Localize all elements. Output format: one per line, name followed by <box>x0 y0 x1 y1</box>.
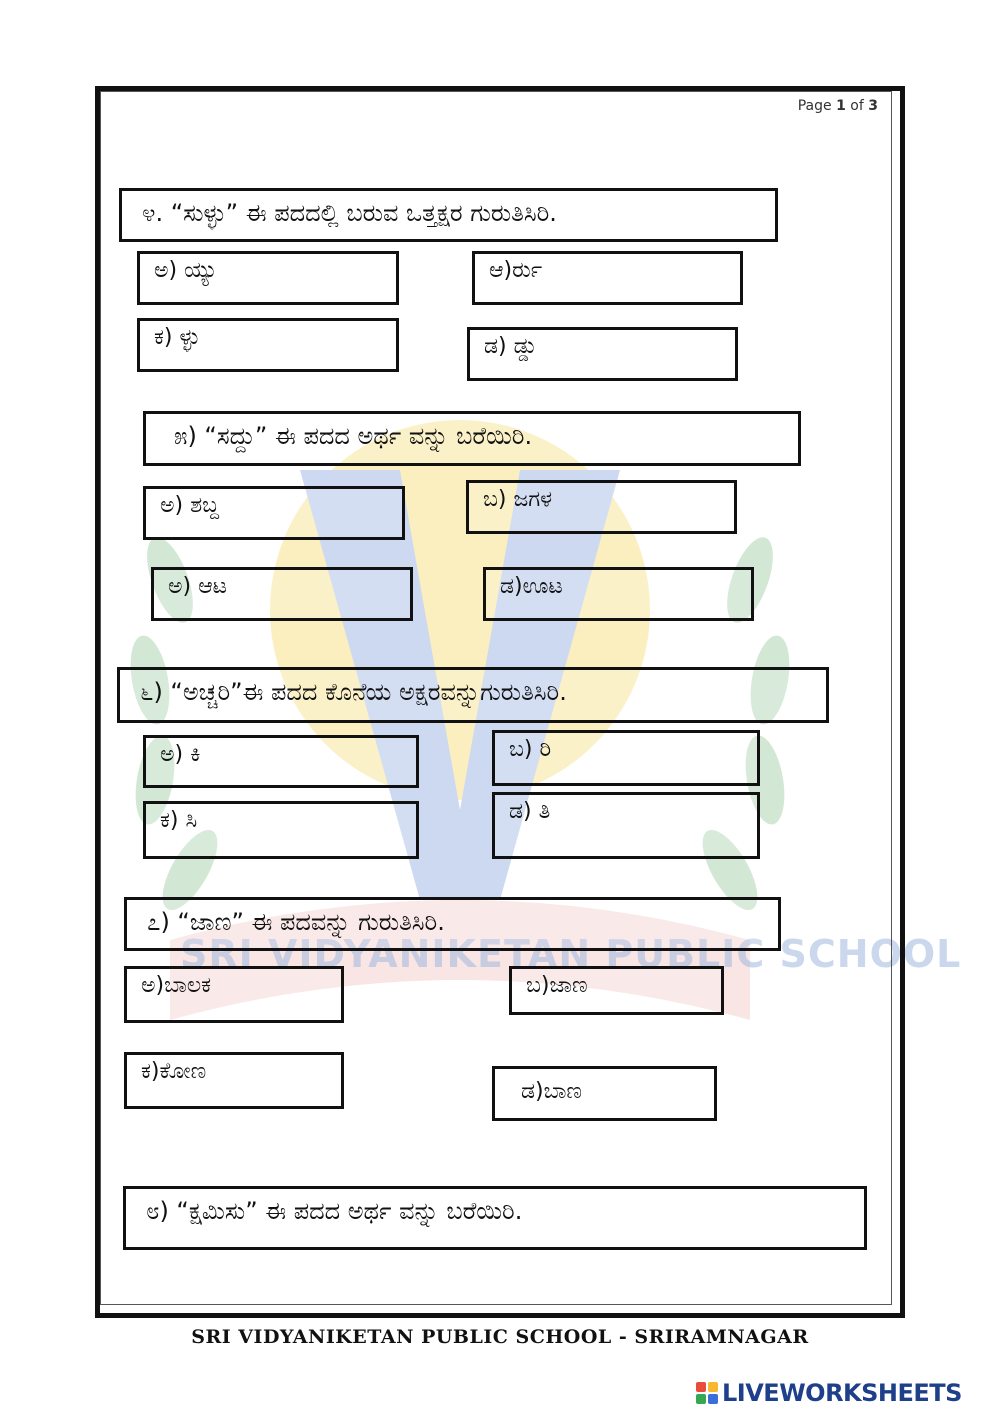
q4-option-d[interactable]: ಡ) ಡ್ಡು <box>467 327 738 381</box>
watermark-school-name: SRI VIDYANIKETAN PUBLIC SCHOOL <box>180 932 962 976</box>
q7-option-b[interactable]: ಬ)ಜಾಣ <box>509 966 724 1015</box>
q6-option-c[interactable]: ಕ) ಸಿ <box>143 801 419 859</box>
q4-option-b[interactable]: ಆ)ರ್ರು <box>472 251 743 305</box>
q7-option-d[interactable]: ಡ)ಬಾಣ <box>492 1066 717 1121</box>
question-4-prompt: ೪. “ಸುಳ್ಳು” ಈ ಪದದಲ್ಲಿ ಬರುವ ಒತ್ತಕ್ಷರ ಗುರುತಿಸಿರಿ. <box>119 188 778 242</box>
q6-option-a[interactable]: ಅ) ಕಿ <box>143 735 419 788</box>
question-7-prompt: ೭) “ಜಾಣ” ಈ ಪದವನ್ನು ಗುರುತಿಸಿರಿ. <box>124 897 781 951</box>
q7-option-a[interactable]: ಅ)ಬಾಲಕ <box>124 966 344 1023</box>
q5-option-b[interactable]: ಬ) ಜಗಳ <box>466 480 737 534</box>
q4-option-c[interactable]: ಕ) ಳ್ಳು <box>137 318 399 372</box>
logo-square-green <box>696 1394 706 1404</box>
q7-option-c[interactable]: ಕ)ಕೋಣ <box>124 1052 344 1109</box>
liveworksheets-logo-icon <box>696 1382 718 1404</box>
question-6-prompt: ೬) “ಅಚ್ಚರಿ”ಈ ಪದದ ಕೊನೆಯ ಅಕ್ಷರವನ್ನುಗುರುತಿಸಿರಿ. <box>117 667 829 723</box>
q5-option-d[interactable]: ಡ)ಊಟ <box>483 567 754 621</box>
q4-option-a[interactable]: ಅ) ಯ್ಯು <box>137 251 399 305</box>
q6-option-b[interactable]: ಬ) ರಿ <box>492 730 760 786</box>
brand-name: LIVEWORKSHEETS <box>722 1379 962 1407</box>
logo-square-yellow <box>708 1382 718 1392</box>
school-footer: SRI VIDYANIKETAN PUBLIC SCHOOL - SRIRAMNAGAR <box>191 1326 809 1348</box>
logo-square-red <box>696 1382 706 1392</box>
question-8-prompt[interactable]: ೮) “ಕ್ಷಮಿಸು” ಈ ಪದದ ಅರ್ಥ ವನ್ನು ಬರೆಯಿರಿ. <box>123 1186 867 1250</box>
liveworksheets-brand[interactable] <box>696 1378 962 1408</box>
q5-option-c[interactable]: ಅ) ಆಟ <box>151 567 413 621</box>
logo-square-blue <box>708 1394 718 1404</box>
q5-option-a[interactable]: ಅ) ಶಬ್ದ <box>143 486 405 540</box>
q6-option-d[interactable]: ಡ) ತಿ <box>492 792 760 859</box>
page-indicator: Page 1 of 3 <box>797 98 878 114</box>
question-5-prompt: ೫) “ಸದ್ದು” ಈ ಪದದ ಅರ್ಥ ವನ್ನು ಬರೆಯಿರಿ. <box>143 411 801 466</box>
